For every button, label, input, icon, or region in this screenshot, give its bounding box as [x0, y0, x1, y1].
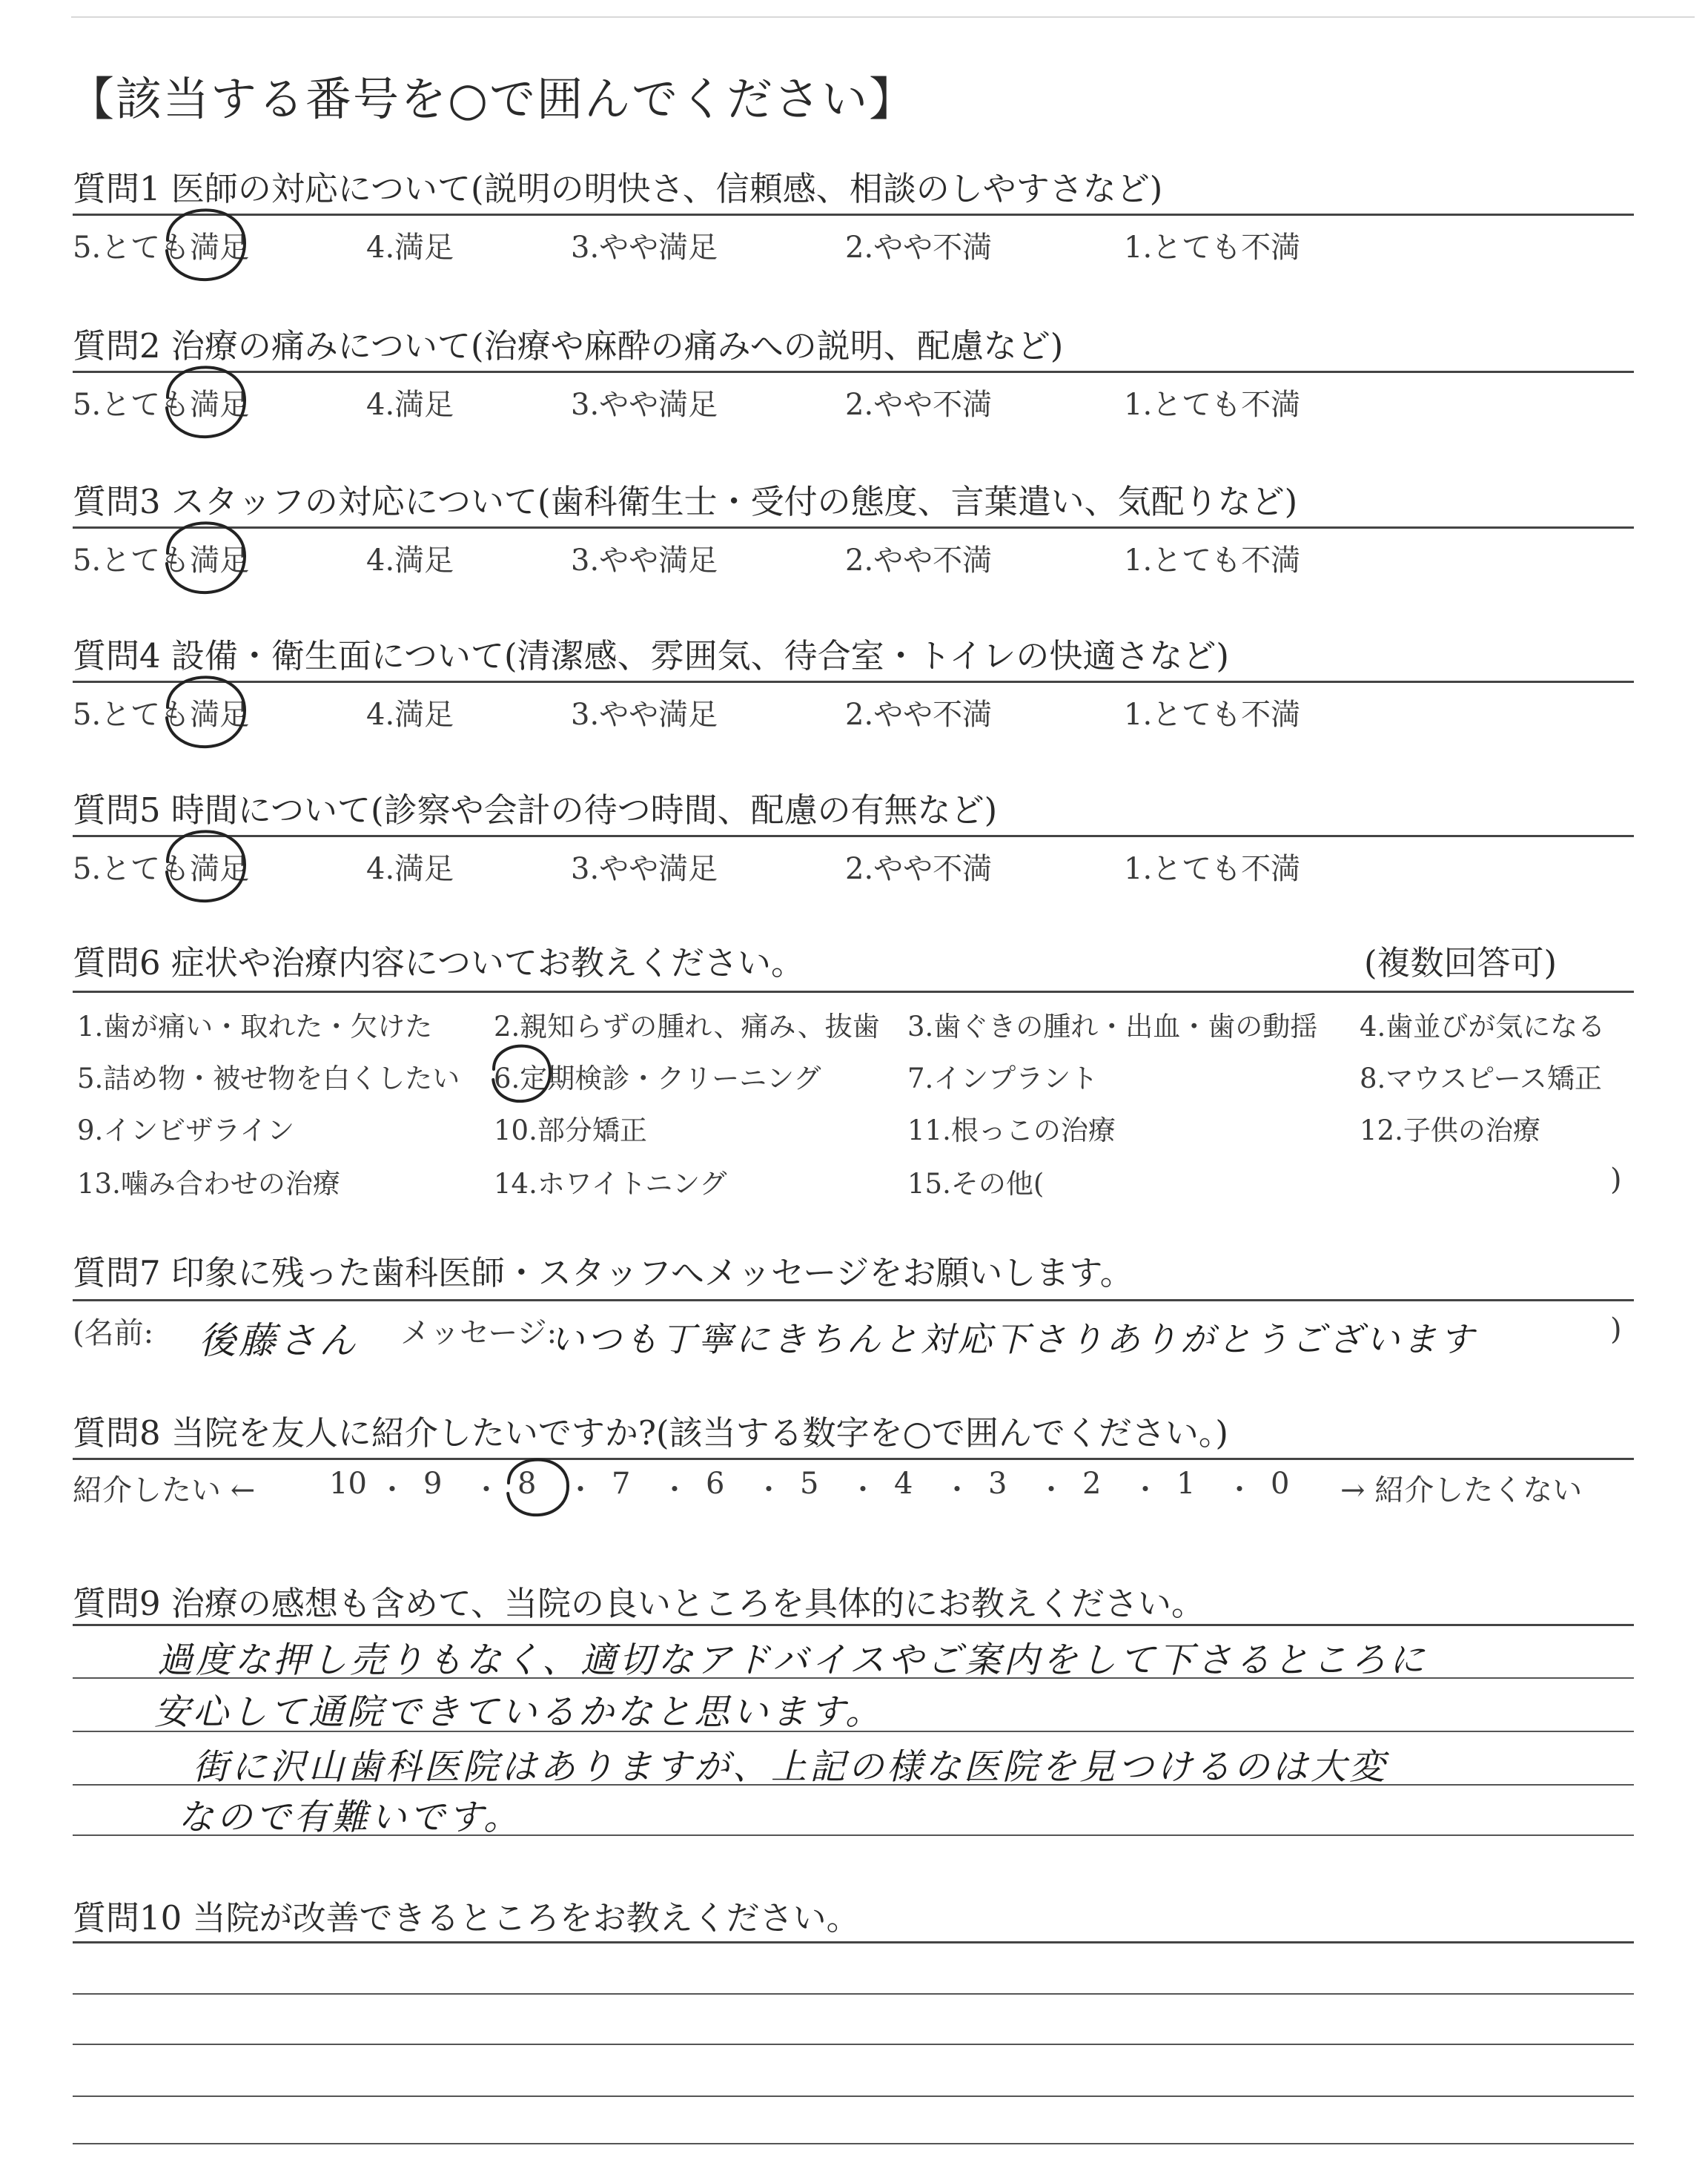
q1-option-4: 4.満足 [366, 231, 454, 265]
q6-option-12: 12.子供の治療 [1360, 1114, 1540, 1146]
page-heading: 【該当する番号を○で囲んでください】 [68, 72, 917, 126]
q7-underline [73, 1299, 1634, 1301]
q7-name-label: (名前: [73, 1316, 154, 1350]
q5-option-5: 5.とても満足 [73, 852, 250, 886]
q5-option-1: 1.とても不満 [1124, 852, 1301, 886]
q6-option-10: 10.部分矯正 [494, 1114, 647, 1146]
q4-option-1: 1.とても不満 [1124, 698, 1301, 732]
q3-option-3: 3.やや満足 [571, 544, 718, 578]
q6-option-2: 2.親知らずの腫れ、痛み、抜歯 [494, 1011, 880, 1043]
q8-separator: ・ [472, 1473, 501, 1506]
q10-title: 質問10 当院が改善できるところをお教えください。 [73, 1898, 860, 1938]
q6-option-5: 5.詰め物・被せ物を白くしたい [77, 1063, 460, 1094]
q6-option-7: 7.インプラント [907, 1063, 1099, 1094]
q6-option-1: 1.歯が痛い・取れた・欠けた [77, 1011, 433, 1043]
q2-title: 質問2 治療の痛みについて(治療や麻酔の痛みへの説明、配慮など) [73, 326, 1064, 366]
q4-option-3: 3.やや満足 [571, 698, 718, 732]
q8-underline [73, 1458, 1634, 1460]
q3-option-5: 5.とても満足 [73, 544, 250, 578]
q8-scale-2: 2 [1082, 1467, 1102, 1501]
q7-title: 質問7 印象に残った歯科医師・スタッフへメッセージをお願いします。 [73, 1253, 1133, 1292]
q7-name-value: 後藤さん [199, 1319, 359, 1362]
q4-option-4: 4.満足 [366, 698, 454, 732]
q9-title: 質問9 治療の感想も含めて、当院の良いところを具体的にお教えください。 [73, 1584, 1205, 1623]
q8-right-label: → 紹介したくない [1340, 1473, 1583, 1507]
q1-underline [73, 214, 1634, 216]
q10-underline [73, 1941, 1634, 1943]
q9-answer-line-1: 過度な押し売りもなく、適切なアドバイスやご案内をして下さるところに [157, 1639, 1428, 1681]
q1-option-2: 2.やや不満 [845, 231, 993, 265]
q8-scale-7: 7 [612, 1467, 631, 1501]
q6-option-3: 3.歯ぐきの腫れ・出血・歯の動揺 [907, 1011, 1318, 1043]
q8-scale-3: 3 [988, 1467, 1007, 1501]
q10-line-2 [73, 2044, 1634, 2045]
q3-option-4: 4.満足 [366, 544, 454, 578]
q6-underline [73, 991, 1634, 993]
q8-separator: ・ [755, 1473, 784, 1506]
q8-scale-6: 6 [706, 1467, 725, 1501]
q8-scale-5: 5 [800, 1467, 819, 1501]
q8-separator: ・ [378, 1473, 407, 1506]
q8-scale-4: 4 [894, 1467, 913, 1501]
q6-title: 質問6 症状や治療内容についてお教えください。 [73, 943, 805, 982]
q3-option-2: 2.やや不満 [845, 544, 993, 578]
q8-title: 質問8 当院を友人に紹介したいですか?(該当する数字を○で囲んでください。) [73, 1413, 1228, 1453]
q4-option-2: 2.やや不満 [845, 698, 993, 732]
q2-option-2: 2.やや不満 [845, 388, 993, 422]
q8-separator: ・ [1225, 1473, 1254, 1506]
q8-separator: ・ [849, 1473, 878, 1506]
q2-option-5: 5.とても満足 [73, 388, 250, 422]
q8-separator: ・ [1131, 1473, 1160, 1506]
q2-underline [73, 371, 1634, 373]
q2-option-1: 1.とても不満 [1124, 388, 1301, 422]
q4-option-5: 5.とても満足 [73, 698, 250, 732]
q6-option-6: 6.定期検診・クリーニング [494, 1063, 821, 1094]
q7-message-value: いつも丁寧にきちんと対応下さりありがとうございます [550, 1319, 1477, 1359]
q5-option-2: 2.やや不満 [845, 852, 993, 886]
q6-option-15: 15.その他( [907, 1168, 1045, 1200]
q2-option-4: 4.満足 [366, 388, 454, 422]
q6-option-14: 14.ホワイトニング [494, 1168, 727, 1200]
q2-option-3: 3.やや満足 [571, 388, 718, 422]
q6-option-13: 13.噛み合わせの治療 [77, 1168, 340, 1200]
q10-line-4 [73, 2143, 1634, 2144]
q6-option-11: 11.根っこの治療 [907, 1114, 1116, 1146]
q7-close: ) [1610, 1312, 1622, 1347]
q10-line-3 [73, 2095, 1634, 2097]
q9-answer-line-2: 安心して通院できているかなと思います。 [154, 1691, 884, 1733]
q8-separator: ・ [1037, 1473, 1066, 1506]
q9-answer-line-4: なので有難いです。 [178, 1797, 523, 1838]
q9-answer-line-3: 街に沢山歯科医院はありますが、上記の様な医院を見つけるのは大変 [193, 1746, 1388, 1788]
q7-message-label: メッセージ: [400, 1316, 557, 1350]
q8-separator: ・ [661, 1473, 689, 1506]
q5-option-4: 4.満足 [366, 852, 454, 886]
q3-option-1: 1.とても不満 [1124, 544, 1301, 578]
q8-scale-1: 1 [1176, 1467, 1196, 1501]
q8-scale-8: 8 [517, 1467, 537, 1501]
q8-scale-10: 10 [329, 1467, 367, 1501]
q9-underline [73, 1624, 1634, 1626]
q8-separator: ・ [943, 1473, 972, 1506]
q4-title: 質問4 設備・衛生面について(清潔感、雰囲気、待合室・トイレの快適さなど) [73, 636, 1229, 676]
q1-option-3: 3.やや満足 [571, 231, 718, 265]
q1-option-1: 1.とても不満 [1124, 231, 1301, 265]
q4-underline [73, 681, 1634, 683]
q5-underline [73, 835, 1634, 837]
q8-scale-9: 9 [423, 1467, 443, 1501]
q3-title: 質問3 スタッフの対応について(歯科衛生士・受付の態度、言葉遣い、気配りなど) [73, 482, 1298, 521]
q6-option-4: 4.歯並びが気になる [1360, 1011, 1606, 1043]
top-edge-line [71, 16, 1695, 18]
q1-option-5: 5.とても満足 [73, 231, 250, 265]
q10-line-1 [73, 1993, 1634, 1995]
q8-left-label: 紹介したい ← [73, 1473, 256, 1507]
q5-title: 質問5 時間について(診察や会計の待つ時間、配慮の有無など) [73, 790, 998, 830]
q6-note: (複数回答可) [1364, 943, 1558, 982]
q8-separator: ・ [566, 1473, 595, 1506]
q6-option-9: 9.インビザライン [77, 1114, 295, 1146]
q8-scale-0: 0 [1271, 1467, 1290, 1501]
q1-title: 質問1 医師の対応について(説明の明快さ、信頼感、相談のしやすさなど) [73, 169, 1163, 208]
q6-option-8: 8.マウスピース矯正 [1360, 1063, 1602, 1094]
q5-option-3: 3.やや満足 [571, 852, 718, 886]
q3-underline [73, 526, 1634, 529]
q6-other-close: ) [1610, 1163, 1622, 1197]
